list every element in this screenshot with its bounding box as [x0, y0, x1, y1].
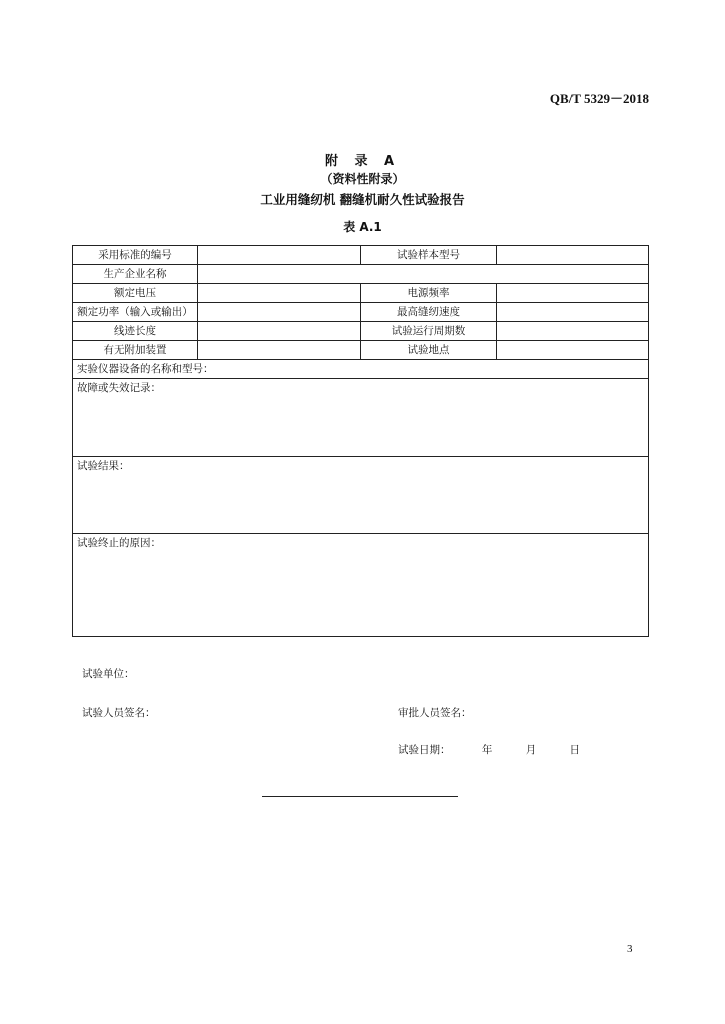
label-sample-model: 试验样本型号: [361, 246, 497, 265]
label-additional-device: 有无附加装置: [73, 341, 198, 360]
field-power-frequency[interactable]: [497, 284, 649, 303]
date-year: 年: [481, 744, 493, 756]
table-row: [73, 534, 649, 637]
test-unit-label: 试验单位：: [82, 668, 135, 680]
table-row: [73, 284, 649, 303]
field-instruments[interactable]: 实验仪器设备的名称和型号：: [73, 360, 649, 379]
label-manufacturer: 生产企业名称: [73, 265, 198, 284]
label-test-cycles: 试验运行周期数: [361, 322, 497, 341]
date-day: 日: [569, 744, 581, 756]
table-row: [73, 457, 649, 534]
field-test-location[interactable]: [497, 341, 649, 360]
field-manufacturer[interactable]: [198, 265, 649, 284]
field-test-cycles[interactable]: [497, 322, 649, 341]
label-rated-voltage: 额定电压: [73, 284, 198, 303]
table-row: [73, 360, 649, 379]
tester-signature-label: 试验人员签名：: [82, 707, 156, 719]
field-rated-power[interactable]: [198, 303, 361, 322]
table-row: [73, 379, 649, 457]
table-caption: 表 A.1: [343, 220, 382, 234]
table-row: [73, 246, 649, 265]
field-additional-device[interactable]: [198, 341, 361, 360]
annex-title: 附 录 A: [324, 154, 401, 169]
label-stitch-length: 线迹长度: [73, 322, 198, 341]
end-rule: [262, 796, 458, 797]
table-row: [73, 303, 649, 322]
report-title: 工业用缝纫机 翻缝机耐久性试验报告: [260, 192, 465, 207]
standard-code: QB/T 5329－2018: [549, 91, 649, 106]
report-table: [72, 245, 649, 637]
table-row: [73, 341, 649, 360]
field-test-result[interactable]: 试验结果：: [73, 457, 649, 534]
label-rated-power: 额定功率（输入或输出）: [73, 303, 198, 322]
field-stop-reason[interactable]: 试验终止的原因：: [73, 534, 649, 637]
annex-nature: （资料性附录）: [320, 172, 405, 186]
field-standard-number[interactable]: [198, 246, 361, 265]
page-number: 3: [627, 943, 633, 955]
test-date-label: 试验日期：: [398, 744, 451, 756]
table-row: [73, 322, 649, 341]
label-max-sewing-speed: 最高缝纫速度: [361, 303, 497, 322]
field-rated-voltage[interactable]: [198, 284, 361, 303]
approver-signature-label: 审批人员签名：: [398, 707, 472, 719]
label-test-location: 试验地点: [361, 341, 497, 360]
field-stitch-length[interactable]: [198, 322, 361, 341]
field-fault-record[interactable]: 故障或失效记录：: [73, 379, 649, 457]
label-standard-number: 采用标准的编号: [73, 246, 198, 265]
label-power-frequency: 电源频率: [361, 284, 497, 303]
date-month: 月: [525, 744, 537, 756]
table-row: [73, 265, 649, 284]
field-max-sewing-speed[interactable]: [497, 303, 649, 322]
test-date: [398, 742, 610, 757]
field-sample-model[interactable]: [497, 246, 649, 265]
